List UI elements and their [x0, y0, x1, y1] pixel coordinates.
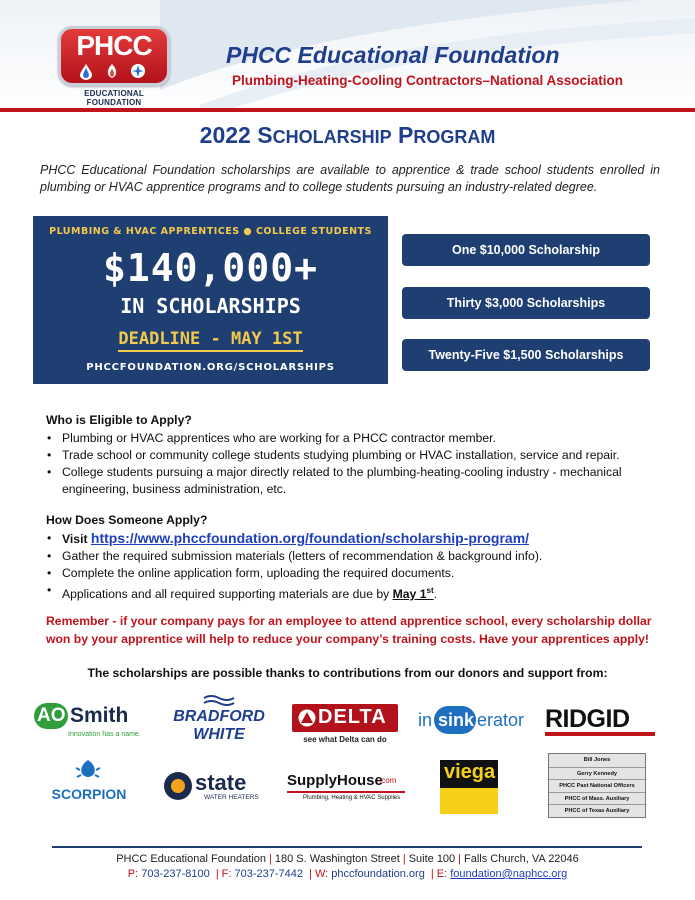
footer-fax: 703-237-7442 [234, 868, 304, 880]
ridgid-logo [545, 706, 655, 736]
insink-sink: sink [438, 710, 475, 730]
supplyhouse-tagline: Plumbing, Heating & HVAC Supplies [303, 795, 401, 801]
fax-label: F: [221, 868, 232, 880]
insink-in: in [418, 710, 433, 730]
footer-web[interactable]: phccfoundation.org [331, 868, 425, 880]
bradford-white-logo [172, 694, 266, 746]
donor-row: Bill Jones [549, 754, 645, 767]
logo-trade-icons [76, 62, 152, 80]
header [0, 0, 695, 112]
donor-row: PHCC Past National Officers [549, 779, 645, 792]
banner-subtitle: IN SCHOLARSHIPS [120, 294, 301, 318]
delta-triangle-icon [298, 709, 316, 727]
footer-phone: 703-237-8100 [141, 868, 210, 880]
ridgid-name: RIDGID [545, 705, 630, 733]
org-subtitle: Plumbing-Heating-Cooling Contractors–National Association [232, 73, 624, 88]
delta-tagline: see what Delta can do [303, 735, 387, 744]
scholarship-banner [33, 216, 388, 384]
donor-list [548, 753, 646, 818]
apply-item-due [46, 582, 661, 603]
scorpion-logo [46, 758, 132, 804]
bradford-line1: BRADFORD [173, 708, 265, 725]
apply-section [46, 512, 661, 603]
intro-paragraph: PHCC Educational Foundation scholarships are available to apprentice & trade school students enrolled in plumbing or HVAC apprentice programs and to college students pursuing an industry-related degree. [40, 163, 660, 194]
bradford-line2: WHITE [193, 726, 245, 743]
aosmith-logo [34, 703, 146, 743]
viega-logo [440, 760, 498, 814]
donor-row: PHCC of Texas Auxiliary [549, 804, 645, 817]
title-rest-2: ROGRAM [413, 127, 496, 147]
delta-name: DELTA [318, 706, 387, 728]
program-year: 2022 [199, 122, 251, 148]
phone-label: P: [127, 868, 139, 880]
apply-item: • Gather the required submission materials (letters of recommendation & background info). [46, 548, 661, 565]
aosmith-smith: Smith [70, 704, 129, 727]
eligibility-item: • Plumbing or HVAC apprentices who are working for a PHCC contractor member. [46, 430, 661, 447]
title-rest-1: CHOLARSHIP [272, 127, 392, 147]
donor-row: PHCC of Mass. Auxiliary [549, 792, 645, 805]
eligibility-item: • College students pursuing a major directly related to the plumbing-heating-cooling industry - mechanical engineering, business administration, etc. [46, 464, 661, 498]
state-water-heaters-logo [164, 772, 268, 804]
scorpion-name: SCORPION [51, 786, 127, 802]
bradford-wave-icon [202, 694, 236, 706]
supplyhouse-name: SupplyHouse [287, 772, 383, 789]
title-cap-p: P [397, 122, 414, 148]
logo-text: PHCC [76, 30, 152, 61]
banner-url: PHCCFOUNDATION.ORG/SCHOLARSHIPS [86, 362, 335, 373]
scorpion-icon [76, 758, 100, 782]
eligibility-list [46, 430, 661, 498]
web-label: W: [314, 868, 329, 880]
state-tagline: WATER HEATERS [204, 794, 259, 801]
footer-email-link[interactable]: foundation@naphcc.org [450, 868, 568, 880]
footer-suite: Suite 100 [408, 853, 456, 865]
delta-logo [292, 704, 398, 748]
due-period: . [433, 587, 438, 602]
logo-caption: EDUCATIONAL FOUNDATION [84, 89, 144, 107]
apply-list [46, 530, 661, 603]
supplyhouse-logo [287, 770, 405, 804]
insinkerator-logo [418, 706, 525, 736]
visit-label: Visit [62, 532, 88, 546]
viega-name: viega [444, 761, 496, 783]
sponsors-intro: The scholarships are possible thanks to contributions from our donors and support from: [87, 666, 608, 680]
award-button-10000: One $10,000 Scholarship [402, 234, 650, 266]
footer-city: Falls Church, VA 22046 [464, 853, 579, 865]
footer-address: PHCC Educational Foundation | 180 S. Washington Street | Suite 100 | Falls Church, VA 22046 [116, 853, 579, 865]
eligibility-item: • Trade school or community college students studying plumbing or HVAC installation, service and repair. [46, 447, 661, 464]
due-date-suffix: st [426, 586, 434, 595]
footer-org: PHCC Educational Foundation [116, 853, 267, 865]
org-title: PHCC Educational Foundation [226, 42, 560, 68]
apply-item-visit [46, 530, 661, 548]
banner-amount: $140,000+ [103, 246, 318, 290]
apply-item: • Complete the online application form, uploading the required documents. [46, 565, 661, 582]
footer-contact: P: 703-237-8100 | F: 703-237-7442 | W: phccfoundation.org | E: foundation@naphcc.org [127, 868, 568, 880]
award-button-3000: Thirty $3,000 Scholarships [402, 287, 650, 319]
eligibility-heading: Who is Eligible to Apply? [46, 413, 192, 427]
apply-heading: How Does Someone Apply? [46, 513, 208, 527]
due-prefix: Applications and all required supporting materials are due by [62, 587, 390, 602]
remember-note: Remember - if your company pays for an employee to attend apprentice school, every scholarship dollar won by your apprentice will help to reduce your company’s training costs. Have your apprentices apply! [46, 614, 652, 646]
banner-audience: PLUMBING & HVAC APPRENTICES ● COLLEGE STUDENTS [49, 226, 372, 237]
title-cap-s: S [257, 122, 273, 148]
footer-rule [52, 846, 642, 848]
insink-erator: erator [477, 710, 525, 730]
banner-deadline [33, 329, 388, 349]
scholarship-program-link[interactable]: https://www.phccfoundation.org/foundation/scholarship-program/ [90, 530, 530, 546]
supplyhouse-com: .com [379, 776, 397, 785]
award-button-1500: Twenty-Five $1,500 Scholarships [402, 339, 650, 371]
due-date [393, 587, 434, 601]
aosmith-tagline: Innovation has a name. [68, 731, 141, 738]
due-date-text: May 1 [392, 587, 427, 602]
eligibility-section [46, 412, 661, 498]
donor-row: Gerry Kennedy [549, 767, 645, 780]
header-rule [0, 108, 695, 112]
aosmith-ao: AO [37, 705, 66, 726]
banner-deadline-text: DEADLINE - MAY 1ST [118, 329, 302, 352]
program-title [0, 122, 695, 149]
phcc-logo [58, 26, 170, 107]
state-name: state [195, 770, 247, 795]
email-label: E: [436, 868, 448, 880]
footer-street: 180 S. Washington Street [274, 853, 400, 865]
